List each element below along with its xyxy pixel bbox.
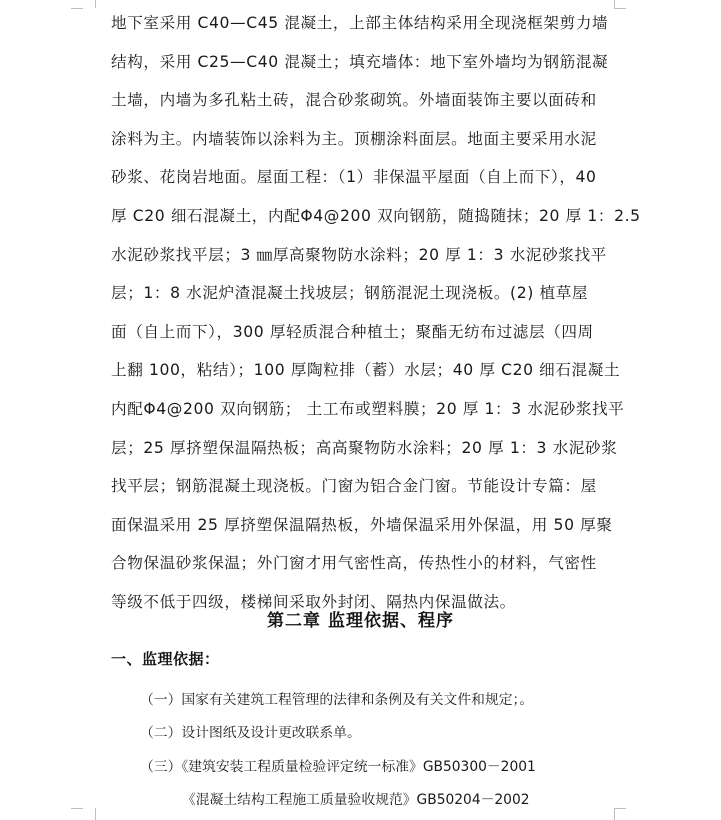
paragraph-line: 土墙，内墙为多孔粘土砖，混合砂浆砌筑。外墙面装饰主要以面砖和	[111, 91, 597, 110]
margin-corner-mark	[614, 8, 626, 9]
section-heading: 一、监理依据：	[111, 650, 220, 668]
paragraph-line: 面（自上而下），300 厚轻质混合种植土；聚酯无纺布过滤层（四周	[111, 322, 594, 341]
paragraph-line: 层；1：8 水泥炉渣混凝土找坡层；钢筋混泥土现浇板。(2) 植草屋	[111, 284, 589, 303]
basis-item: （一）国家有关建筑工程管理的法律和条例及有关文件和规定；。	[140, 692, 534, 708]
chapter-title: 第二章 监理依据、程序	[267, 611, 454, 631]
paragraph-line: 等级不低于四级，楼梯间采取外封闭、隔热内保温做法。	[111, 592, 516, 611]
margin-corner-mark	[83, 808, 96, 820]
paragraph-line: 厚 C20 细石混凝土，内配Φ4@200 双向钢筋，随捣随抹；20 厚 1：2.5	[111, 206, 641, 225]
margin-corner-mark	[71, 8, 83, 9]
paragraph-line: 上翻 100，粘结）；100 厚陶粒排（蓄）水层；40 厚 C20 细石混凝土	[111, 361, 621, 380]
paragraph-line: 地下室采用 C40—C45 混凝土，上部主体结构采用全现浇框架剪力墙	[111, 14, 609, 32]
margin-corner-mark	[83, 0, 96, 8]
paragraph-line: 结构，采用 C25—C40 混凝土；填充墙体：地下室外墙均为钢筋混凝	[111, 52, 609, 71]
paragraph-line: 砂浆、花岗岩地面。屋面工程：（1）非保温平屋面（自上而下），40	[111, 168, 597, 187]
paragraph-line: 找平层；钢筋混凝土现浇板。门窗为铝合金门窗。节能设计专篇：屋	[111, 477, 597, 496]
body-paragraph	[111, 4, 641, 622]
paragraph-line: 层；25 厚挤塑保温隔热板；高高聚物防水涂料；20 厚 1：3 水泥砂浆	[111, 438, 618, 457]
paragraph-line: 水泥砂浆找平层；3 ㎜厚高聚物防水涂料；20 厚 1：3 水泥砂浆找平	[111, 245, 607, 264]
margin-corner-mark	[614, 808, 627, 820]
basis-item: 《混凝土结构工程施工质量验收规范》GB50204－2002	[182, 792, 530, 808]
paragraph-line: 面保温采用 25 厚挤塑保温隔热板，外墙保温采用外保温，用 50 厚聚	[111, 515, 613, 534]
paragraph-line: 涂料为主。内墙装饰以涂料为主。顶棚涂料面层。地面主要采用水泥	[111, 129, 597, 148]
margin-corner-mark	[614, 808, 626, 809]
basis-item: （三）《建筑安装工程质量检验评定统一标准》GB50300－2001	[140, 759, 536, 775]
margin-corner-mark	[71, 808, 83, 809]
paragraph-line: 合物保温砂浆保温；外门窗才用气密性高，传热性小的材料，气密性	[111, 554, 597, 573]
basis-item: （二）设计图纸及设计更改联系单。	[140, 725, 361, 741]
paragraph-line: 内配Φ4@200 双向钢筋； 土工布或塑料膜；20 厚 1：3 水泥砂浆找平	[111, 399, 625, 418]
margin-corner-mark	[614, 0, 627, 8]
